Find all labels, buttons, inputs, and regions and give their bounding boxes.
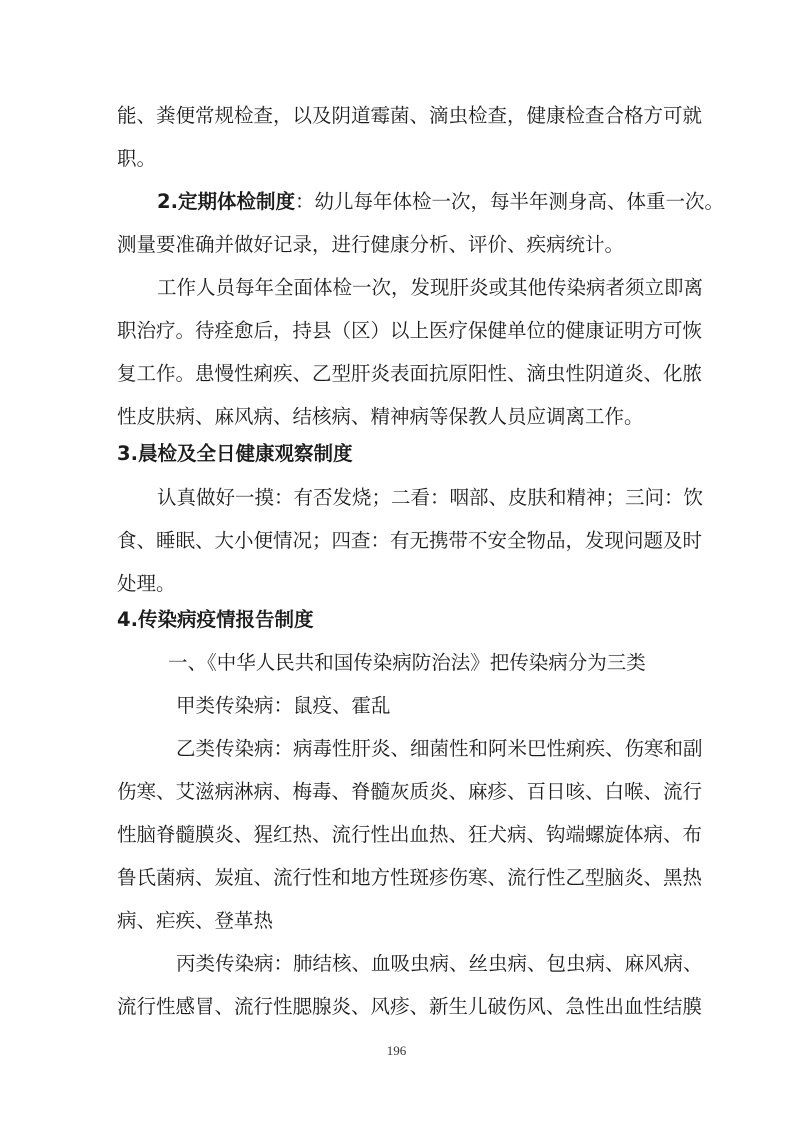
paragraph-line: 鲁氏菌病、炭疽、流行性和地方性斑疹伤寒、流行性乙型脑炎、黑热 <box>117 866 703 889</box>
paragraph-line: 职治疗。待痊愈后，持县（区）以上医疗保健单位的健康证明方可恢 <box>117 319 703 342</box>
section-heading: 3.晨检及全日健康观察制度 <box>117 442 353 465</box>
paragraph-line: 性脑脊髓膜炎、猩红热、流行性出血热、狂犬病、钩端螺旋体病、布 <box>117 823 703 846</box>
section-2-paragraph <box>157 190 724 214</box>
paragraph-line: 能、粪便常规检查，以及阴道霉菌、滴虫检查，健康检查合格方可就 <box>117 104 703 127</box>
paragraph-line: 认真做好一摸：有否发烧；二看：咽部、皮肤和精神；三问：饮 <box>157 486 704 509</box>
section-heading: 4.传染病疫情报告制度 <box>117 608 314 631</box>
paragraph-line: 处理。 <box>117 572 176 595</box>
paragraph-line: 流行性感冒、流行性腮腺炎、风疹、新生儿破伤风、急性出血性结膜 <box>117 995 703 1018</box>
paragraph-line: 测量要准确并做好记录，进行健康分析、评价、疾病统计。 <box>117 233 625 256</box>
section-2-heading: 2.定期体检制度 <box>157 190 295 213</box>
paragraph-line: 丙类传染病：肺结核、血吸虫病、丝虫病、包虫病、麻风病、 <box>176 952 703 975</box>
paragraph-line: 食、睡眠、大小便情况；四查：有无携带不安全物品，发现问题及时 <box>117 529 703 552</box>
paragraph-line: 工作人员每年全面体检一次，发现肝炎或其他传染病者须立即离 <box>157 276 704 299</box>
paragraph-line: 复工作。患慢性痢疾、乙型肝炎表面抗原阳性、滴虫性阴道炎、化脓 <box>117 362 703 385</box>
section-2-text: ：幼儿每年体检一次，每半年测身高、体重一次。 <box>294 190 724 213</box>
paragraph-line: 伤寒、艾滋病淋病、梅毒、脊髓灰质炎、麻疹、百日咳、白喉、流行 <box>117 780 703 803</box>
paragraph-line: 乙类传染病：病毒性肝炎、细菌性和阿米巴性痢疾、伤寒和副 <box>176 737 703 760</box>
paragraph-line: 病、疟疾、登革热 <box>117 909 274 932</box>
paragraph-line: 职。 <box>117 147 157 170</box>
paragraph-line: 性皮肤病、麻风病、结核病、精神病等保教人员应调离工作。 <box>117 405 644 428</box>
paragraph-line: 一、《中华人民共和国传染病防治法》把传染病分为三类 <box>168 651 646 674</box>
paragraph-line: 甲类传染病：鼠疫、霍乱 <box>176 694 391 717</box>
page-number: 196 <box>386 1043 407 1058</box>
